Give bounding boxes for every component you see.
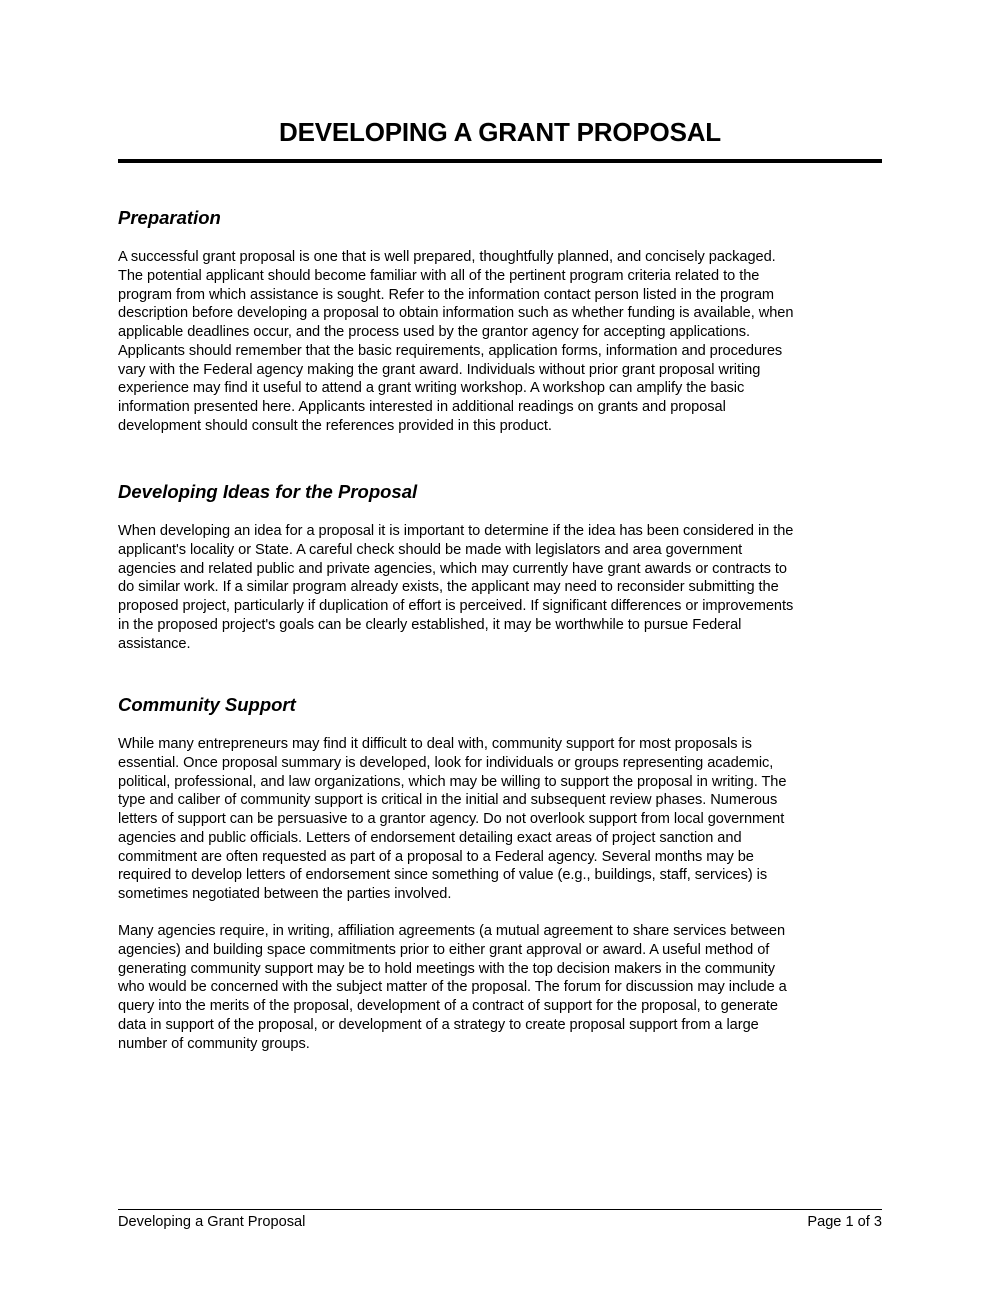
text-line: applicable deadlines occur, and the process used by the grantor agency for accepting applications. <box>118 324 750 340</box>
text-line: Applicants should remember that the basic requirements, application forms, information and procedures <box>118 342 783 359</box>
footer-divider <box>118 1209 882 1210</box>
text-line: query into the merits of the proposal, development of a contract of support for the proposal, to generate <box>118 998 778 1014</box>
text-line: agencies and public officials. Letters of endorsement detailing exact areas of project sanction and <box>118 829 742 846</box>
text-line: When developing an idea for a proposal it is important to determine if the idea has been considered in the <box>118 523 794 539</box>
text-line: development should consult the references provided in this product. <box>118 417 552 434</box>
text-line: do similar work. If a similar program already exists, the applicant may need to reconsider submitting the <box>118 579 779 596</box>
text-line: number of community groups. <box>118 1035 310 1052</box>
document-page <box>118 0 882 1290</box>
text-line: sometimes negotiated between the parties involved. <box>118 886 452 902</box>
text-line: who would be concerned with the subject matter of the proposal. The forum for discussion may include a <box>118 979 787 996</box>
text-line: While many entrepreneurs may find it difficult to deal with, community support for most proposals is <box>118 736 752 752</box>
text-line: agencies) and building space commitments prior to either grant approval or award. A useful method of <box>118 941 770 958</box>
text-line: program from which assistance is sought. Refer to the information contact person listed in the program <box>118 286 774 303</box>
text-line: generating community support may be to hold meetings with the top decision makers in the community <box>118 960 776 977</box>
paragraph-developing-ideas <box>118 522 882 653</box>
footer-document-name: Developing a Grant Proposal <box>118 1214 306 1230</box>
text-line: assistance. <box>118 635 191 652</box>
paragraph-community-support-1 <box>118 735 882 904</box>
text-line: Many agencies require, in writing, affiliation agreements (a mutual agreement to share services between <box>118 923 786 939</box>
text-line: letters of support can be persuasive to a grantor agency. Do not overlook support from local government <box>118 811 785 827</box>
text-line: commitment are often requested as part of a proposal to a Federal agency. Several months may be <box>118 848 754 865</box>
text-line: agencies and related public and private agencies, which may currently have grant awards or contracts to <box>118 560 787 577</box>
text-line: A successful grant proposal is one that is well prepared, thoughtfully planned, and concisely packaged. <box>118 249 776 265</box>
text-line: experience may find it useful to attend a grant writing workshop. A workshop can amplify the basic <box>118 380 745 397</box>
text-line: The potential applicant should become familiar with all of the pertinent program criteria related to the <box>118 267 760 284</box>
title-divider <box>118 159 882 163</box>
section-heading-developing-ideas: Developing Ideas for the Proposal <box>118 481 418 502</box>
text-line: required to develop letters of endorsement since something of value (e.g., buildings, staff, services) is <box>118 867 768 884</box>
text-line: information presented here. Applicants interested in additional readings on grants and proposal <box>118 399 726 415</box>
text-line: vary with the Federal agency making the grant award. Individuals without prior grant proposal writing <box>118 361 761 378</box>
text-line: applicant's locality or State. A careful check should be made with legislators and area government <box>118 541 743 558</box>
text-line: in the proposed project's goals can be clearly established, it may be worthwhile to pursue Federal <box>118 616 742 633</box>
section-heading-preparation: Preparation <box>118 207 221 228</box>
text-line: essential. Once proposal summary is developed, look for individuals or groups representing academic, <box>118 754 774 771</box>
text-line: data in support of the proposal, or development of a strategy to create proposal support from a large <box>118 1016 759 1033</box>
section-heading-community-support: Community Support <box>118 694 296 715</box>
paragraph-preparation <box>118 248 882 436</box>
text-line: political, professional, and law organizations, which may be willing to support the proposal in writing. The <box>118 773 787 790</box>
footer-page-number: Page 1 of 3 <box>807 1214 882 1230</box>
paragraph-community-support-2 <box>118 922 882 1053</box>
text-line: proposed project, particularly if duplication of effort is perceived. If significant differences or improvements <box>118 598 794 614</box>
text-line: description before developing a proposal to obtain information such as whether funding is available, when <box>118 305 794 322</box>
document-title: DEVELOPING A GRANT PROPOSAL <box>279 117 721 147</box>
text-line: type and caliber of community support is critical in the initial and subsequent review phases. Numerous <box>118 792 778 809</box>
